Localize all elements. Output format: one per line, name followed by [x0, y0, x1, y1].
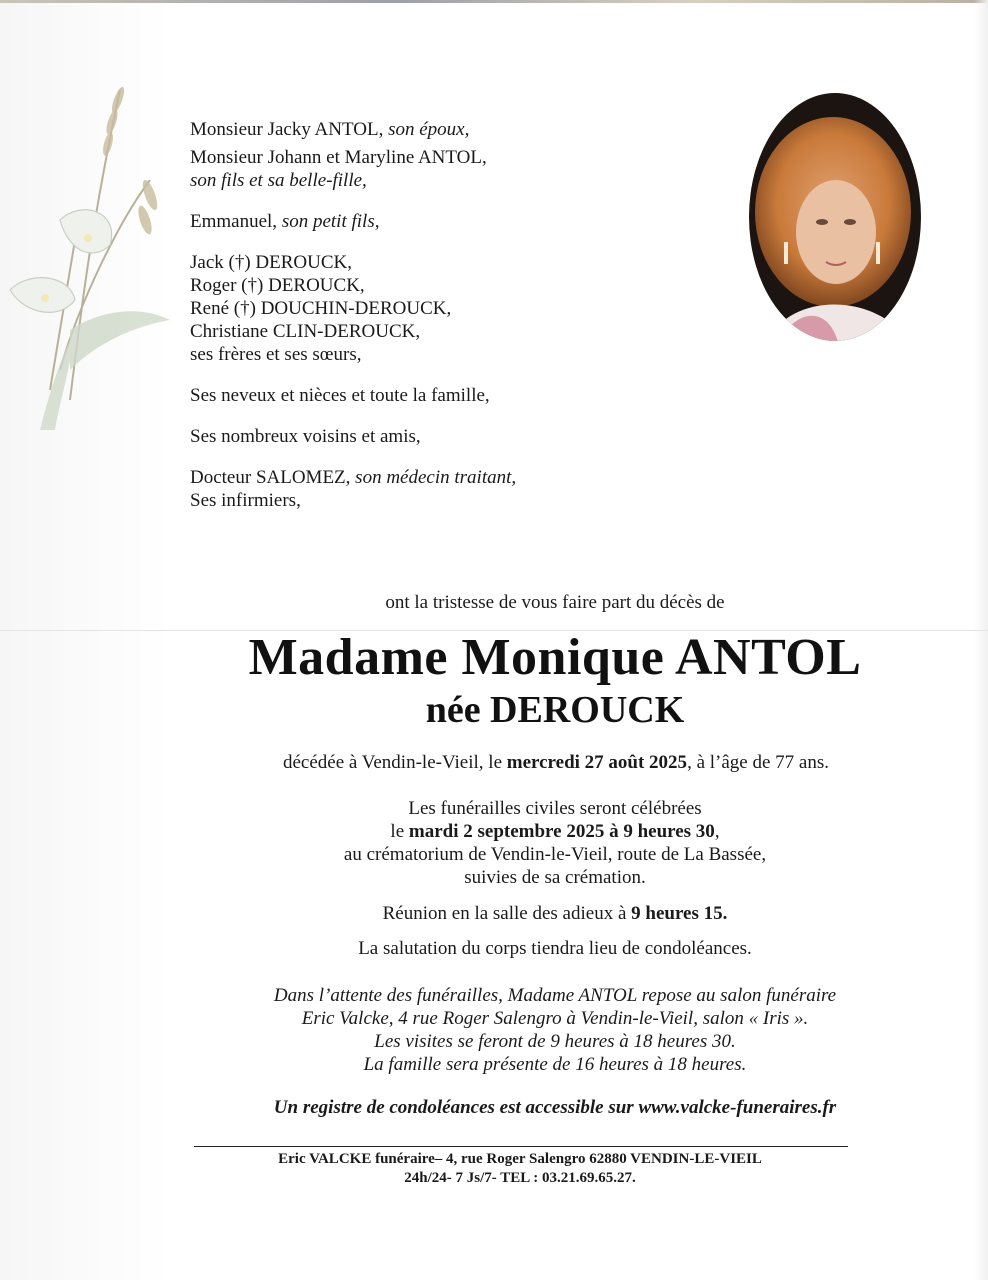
doctor-name: Docteur SALOMEZ, — [190, 467, 351, 488]
son-names: Monsieur Johann et Maryline ANTOL, — [190, 147, 487, 168]
son-relation: son fils et sa belle-fille, — [190, 170, 367, 191]
scan-right-edge — [974, 0, 988, 1280]
portrait-photo — [748, 92, 922, 342]
funeral-date-prefix: le — [390, 821, 405, 842]
sibling-4: Christiane CLIN-DEROUCK, — [190, 321, 421, 342]
grandson-relation: son petit fils, — [281, 211, 380, 232]
funeral-date-line — [170, 820, 940, 843]
doctor-line — [190, 466, 730, 489]
funeral-date: mardi 2 septembre 2025 à 9 heures 30 — [408, 821, 715, 842]
funeral-cremation: suivies de sa crémation. — [464, 867, 646, 888]
reunion-line — [170, 903, 940, 925]
sibling-1: Jack (†) DEROUCK, — [190, 252, 353, 273]
death-date: mercredi 27 août 2025 — [506, 752, 688, 773]
reunion-text: Réunion en la salle des adieux à — [382, 903, 627, 924]
funeral-location: au crématorium de Vendin-le-Vieil, route de La Bassée, — [343, 844, 767, 865]
funeral-home-footer — [160, 1150, 880, 1188]
repose-line-4: La famille sera présente de 16 heures à 18 heures. — [363, 1054, 747, 1075]
doctor-relation: son médecin traitant, — [355, 467, 517, 488]
sibling-3: René (†) DOUCHIN-DEROUCK, — [190, 298, 452, 319]
deceased-name: Madame Monique ANTOL — [248, 629, 862, 686]
repose-line-3: Les visites se feront de 9 heures à 18 heures 30. — [374, 1031, 736, 1052]
nephews-line: Ses neveux et nièces et toute la famille, — [190, 385, 490, 406]
repose-line-2: Eric Valcke, 4 rue Roger Salengro à Vendin-le-Vieil, salon « Iris ». — [301, 1008, 809, 1029]
repose-line-1: Dans l’attente des funérailles, Madame ANTOL repose au salon funéraire — [273, 985, 837, 1006]
footer-phone: 24h/24- 7 Js/7- TEL : 03.21.69.65.27. — [404, 1170, 636, 1186]
nurses-line: Ses infirmiers, — [190, 490, 301, 511]
funeral-block — [170, 797, 940, 889]
calla-lily-icon — [0, 70, 180, 430]
salutation-line: La salutation du corps tiendra lieu de condoléances. — [358, 938, 752, 959]
family-line-husband — [190, 118, 730, 141]
funeral-line-1: Les funérailles civiles seront célébrées — [408, 798, 702, 819]
repose-block — [170, 984, 940, 1076]
family-list — [190, 118, 730, 512]
grandson-name: Emmanuel, — [190, 211, 278, 232]
maiden-name: née DEROUCK — [425, 689, 685, 731]
condolence-register-line: Un registre de condoléances est accessible sur www.valcke-funeraires.fr — [273, 1097, 837, 1118]
siblings-relation: ses frères et ses sœurs, — [190, 344, 362, 365]
sibling-2: Roger (†) DEROUCK, — [190, 275, 365, 296]
death-age: , à l’âge de 77 ans. — [687, 752, 829, 773]
footer-divider — [194, 1146, 848, 1147]
death-line — [246, 752, 866, 774]
scan-top-edge — [0, 0, 988, 3]
footer-address: Eric VALCKE funéraire– 4, rue Roger Salengro 62880 VENDIN-LE-VIEIL — [278, 1151, 762, 1167]
husband-relation: son époux, — [388, 119, 470, 140]
family-line-grandson — [190, 210, 730, 233]
husband-name: Monsieur Jacky ANTOL, — [190, 119, 384, 140]
reunion-time: 9 heures 15. — [631, 903, 728, 924]
death-place: décédée à Vendin-le-Vieil, le — [283, 752, 503, 773]
funeral-date-suffix: , — [714, 821, 720, 842]
neighbours-line: Ses nombreux voisins et amis, — [190, 426, 421, 447]
announcement-intro: ont la tristesse de vous faire part du décès de — [385, 592, 725, 613]
